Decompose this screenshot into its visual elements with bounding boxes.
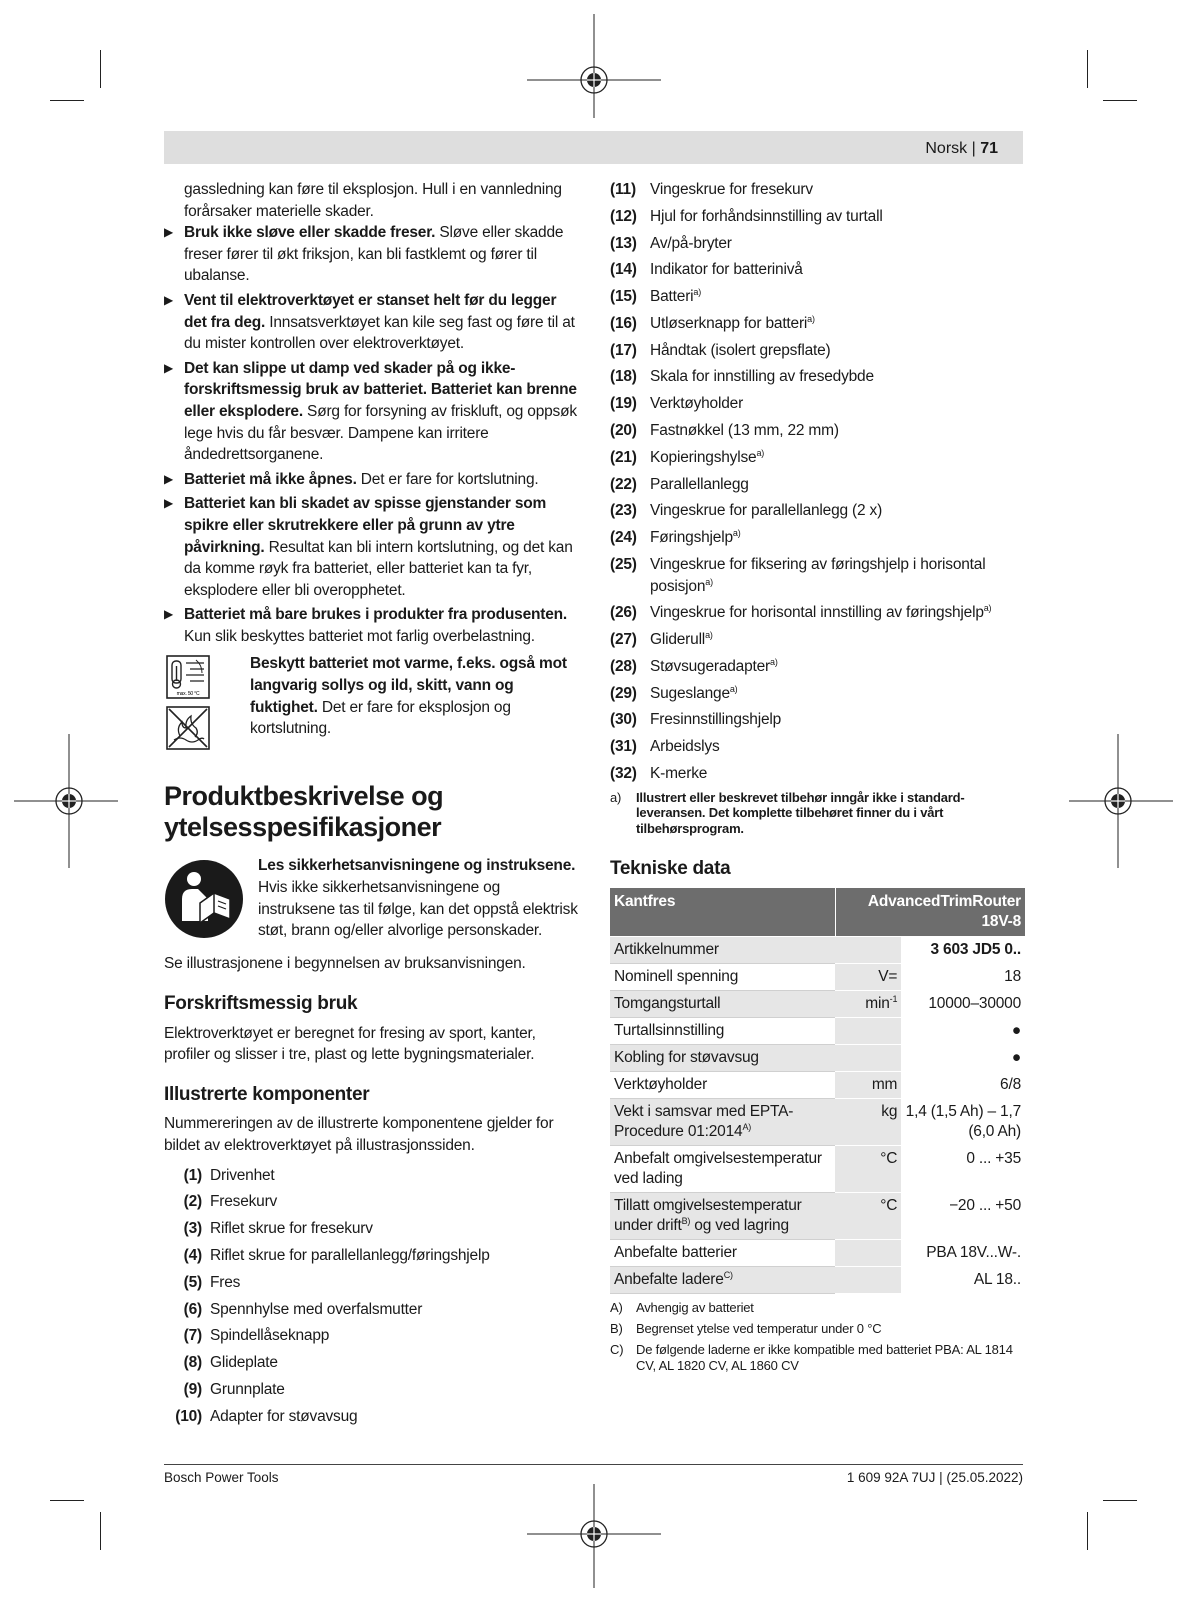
header-label: Norsk | 71: [925, 140, 998, 157]
component-item: [610, 393, 1025, 415]
component-list-left: [164, 1165, 579, 1428]
component-item: [610, 763, 1025, 785]
component-number: (17): [610, 341, 637, 359]
footnote-marker: a): [705, 576, 713, 587]
spec-value: AL 18..: [901, 1266, 1025, 1293]
bullet-text: Sløve eller skadde freser fører til økt friksjon, kan bli fastklemt og fører til ubalanse.: [184, 224, 564, 285]
component-number: (9): [183, 1380, 202, 1398]
component-label: Føringshjelp: [650, 529, 733, 547]
registration-mark-bottom: [527, 1484, 661, 1588]
safety-bullet: [164, 290, 579, 355]
crop-mark: [50, 1500, 84, 1501]
footnote-marker: a): [756, 447, 765, 458]
component-label: Utløserknapp for batteri: [650, 314, 808, 332]
spec-value: 6/8: [901, 1071, 1025, 1098]
component-label: Fresinnstillingshjelp: [650, 711, 782, 729]
component-label: Batteri: [650, 288, 694, 306]
table-note: [610, 1342, 1025, 1374]
spec-label-text: Vekt i samsvar med EPTA-Procedure 01:2014: [614, 1102, 794, 1140]
spec-value: 18: [901, 963, 1025, 990]
spec-label: [610, 1044, 835, 1071]
component-number: (11): [610, 181, 636, 198]
spec-label-text: Turtallsinnstilling: [614, 1021, 725, 1039]
note-key: A): [610, 1299, 623, 1315]
spec-value: 10000–30000: [901, 990, 1025, 1017]
crop-mark: [1087, 50, 1088, 88]
crop-mark: [1103, 1500, 1137, 1501]
bullet-triangle-icon: ▶: [164, 225, 174, 240]
component-list-right: [610, 179, 1025, 785]
component-label: Vingeskrue for fresekurv: [650, 181, 813, 198]
table-row: [610, 1098, 1025, 1145]
component-number: (5): [183, 1273, 202, 1291]
component-text: [650, 602, 991, 624]
component-item: [610, 709, 1025, 731]
left-column: [164, 179, 579, 1432]
component-item: [164, 1352, 579, 1374]
spec-label: [610, 1145, 835, 1192]
component-text: [650, 629, 713, 651]
spec-unit: [835, 1145, 901, 1192]
component-label: Arbeidslys: [650, 738, 720, 756]
spec-label-text: Anbefalt omgivelsestemperatur ved lading: [614, 1149, 822, 1187]
component-item: [164, 1325, 579, 1347]
component-label: Indikator for batterinivå: [650, 261, 803, 279]
spec-label: [610, 1071, 835, 1098]
component-number: (16): [610, 314, 637, 332]
component-item: [610, 629, 1025, 651]
read-manual-icon: [164, 859, 244, 939]
warning-bold: Beskytt batteriet mot varme, f.eks. også mot langvarig sollys og ild, skitt, vann og fuktighet.: [250, 655, 567, 716]
see-illustrations-text: Se illustrasjonene i begynnelsen av bruksanvisningen.: [164, 955, 526, 973]
component-label: Parallellanlegg: [650, 475, 749, 493]
footer-divider: [164, 1464, 1023, 1465]
bullet-triangle-icon: ▶: [164, 496, 174, 511]
component-number: (14): [610, 261, 637, 279]
spec-unit: [835, 1071, 901, 1098]
crop-mark: [100, 1512, 101, 1550]
safety-bullet: [164, 604, 579, 647]
component-label: Adapter for støvavsug: [210, 1407, 358, 1425]
component-text: [650, 340, 830, 362]
component-label: Glideplate: [210, 1354, 278, 1372]
component-item: [610, 233, 1025, 255]
component-item: [610, 500, 1025, 522]
crop-mark: [1087, 1512, 1088, 1550]
components-heading: Illustrerte komponenter: [164, 1083, 370, 1105]
component-number: (15): [610, 288, 637, 306]
battery-warning: [164, 653, 579, 751]
component-number: (22): [610, 475, 637, 493]
component-number: (2): [183, 1193, 202, 1211]
component-label: Hjul for forhåndsinnstilling av turtall: [650, 207, 883, 225]
spec-label-text: Nominell spenning: [614, 967, 739, 985]
spec-label-text: Tillatt omgivelsestemperatur under drift: [614, 1196, 802, 1234]
spec-unit: [835, 1017, 901, 1044]
component-number: (23): [610, 502, 637, 520]
component-item: [164, 1272, 579, 1294]
safety-bullet: [164, 358, 579, 466]
component-text: [650, 179, 813, 201]
component-label: Fresekurv: [210, 1193, 278, 1211]
component-label: Fres: [210, 1273, 241, 1291]
spec-unit: [835, 990, 901, 1017]
component-text: [650, 420, 839, 442]
component-number: (19): [610, 395, 637, 413]
spec-label-text: Artikkelnummer: [614, 940, 719, 958]
table-row: [610, 1192, 1025, 1239]
spec-value: 3 603 JD5 0..: [901, 936, 1025, 963]
bullet-bold: Batteriet må bare brukes i produkter fra produsenten.: [184, 606, 568, 624]
component-item: [610, 179, 1025, 201]
bullet-triangle-icon: ▶: [164, 360, 174, 375]
component-item: [610, 736, 1025, 758]
component-number: (1): [183, 1166, 202, 1184]
component-text: [650, 393, 743, 415]
component-number: (4): [183, 1246, 202, 1264]
table-notes: [610, 1300, 1025, 1374]
spec-unit: [835, 1239, 901, 1266]
component-text: [650, 500, 882, 522]
component-text: [650, 554, 1025, 597]
spec-unit: [835, 936, 901, 963]
safety-bullet: [164, 469, 579, 491]
header-language: Norsk: [925, 140, 968, 157]
safety-bullet-list: [164, 222, 579, 647]
bullet-bold: Vent til elektroverktøyet er stanset helt før du legger det fra deg.: [184, 291, 557, 331]
component-number: (32): [610, 765, 637, 782]
spec-value: ●: [901, 1017, 1025, 1044]
component-label: Verktøyholder: [650, 395, 744, 413]
component-number: (25): [610, 555, 637, 573]
component-item: [610, 340, 1025, 362]
component-text: [650, 286, 701, 308]
component-text: [650, 763, 707, 785]
component-item: [610, 447, 1025, 469]
component-label: Drivenhet: [210, 1166, 275, 1184]
bullet-triangle-icon: ▶: [164, 471, 174, 486]
footnote-marker: a): [705, 629, 713, 640]
unit-exponent: -1: [889, 993, 898, 1004]
component-number: (31): [610, 738, 637, 756]
component-label: Gliderull: [650, 631, 706, 649]
spec-unit-text: °C: [880, 1196, 898, 1214]
footnote-marker: a): [732, 528, 741, 538]
component-label: Håndtak (isolert grepsflate): [650, 341, 831, 359]
spec-unit-text: mm: [871, 1075, 898, 1093]
component-label: Fastnøkkel (13 mm, 22 mm): [650, 422, 839, 440]
footnote-marker: a): [770, 656, 778, 667]
spec-label-text: og ved lagring: [690, 1216, 789, 1234]
component-number: (24): [610, 529, 637, 547]
component-item: [610, 554, 1025, 597]
spec-unit: [835, 1098, 901, 1145]
spec-unit-text: min: [865, 994, 890, 1012]
component-label: Grunnplate: [210, 1380, 285, 1398]
component-text: [650, 709, 781, 731]
component-item: [610, 206, 1025, 228]
component-number: (26): [610, 604, 637, 622]
component-item: [164, 1191, 579, 1213]
component-text: [650, 683, 737, 705]
spec-value: 0 ... +35: [901, 1145, 1025, 1192]
table-row: [610, 1071, 1025, 1098]
component-number: (28): [610, 657, 637, 675]
safety-bullet: [164, 222, 579, 287]
component-item: [610, 683, 1025, 705]
bullet-triangle-icon: ▶: [164, 607, 174, 622]
component-item: [164, 1165, 579, 1187]
section-heading: Produktbeskrivelse og ytelsesspesifikasjoner: [164, 781, 444, 843]
component-number: (8): [183, 1354, 202, 1372]
intended-use-heading: Forskriftsmessig bruk: [164, 993, 358, 1015]
spec-label: [610, 1098, 835, 1145]
spec-label-text: Verktøyholder: [614, 1075, 708, 1093]
bullet-text: Det er fare for kortslutning.: [356, 470, 539, 488]
spec-label: [610, 963, 835, 990]
table-row: [610, 936, 1025, 963]
component-number: (21): [610, 448, 637, 466]
footnote-marker: a): [807, 313, 815, 324]
component-label: Skala for innstilling av fresedybde: [650, 368, 874, 386]
bullet-bold: Batteriet kan bli skadet av spisse gjenstander som spikre eller skrutrekkere eller på grunn av ytre påvirkning.: [184, 495, 547, 556]
table-head-model: AdvancedTrimRouter 18V-8: [835, 888, 1025, 937]
bullet-text: Resultat kan bli intern kortslutning, og det kan da komme røyk fra batteriet, eller batteriet kan ta fyr, eksplodere eller bli overopphetet.: [184, 538, 573, 599]
footnote-marker: A): [742, 1121, 752, 1132]
component-number: (30): [610, 711, 637, 729]
note-text: Begrenset ytelse ved temperatur under 0 °C: [636, 1320, 882, 1336]
page-header: [164, 131, 1023, 164]
note-key: B): [610, 1320, 623, 1336]
component-label: Riflet skrue for parallellanlegg/føringshjelp: [210, 1246, 490, 1264]
spec-label-text: Tomgangsturtall: [614, 994, 721, 1012]
component-item: [610, 527, 1025, 549]
spec-value: PBA 18V...W-.: [901, 1239, 1025, 1266]
component-item: [610, 474, 1025, 496]
reader-text: [258, 855, 579, 941]
bullet-triangle-icon: ▶: [164, 292, 174, 307]
spec-unit-text: kg: [881, 1102, 898, 1120]
component-number: (3): [183, 1220, 202, 1238]
spec-unit: [835, 1044, 901, 1071]
note-text: De følgende laderne er ikke kompatible med batteriet PBA: AL 1814 CV, AL 1820 CV, AL 1860 CV: [636, 1341, 1013, 1373]
table-row: [610, 1266, 1025, 1293]
footnote-marker: a): [693, 286, 702, 297]
component-text: [650, 474, 749, 496]
component-item: [164, 1406, 579, 1428]
component-item: [610, 420, 1025, 442]
reader-bold: Les sikkerhetsanvisningene og instruksene.: [258, 857, 576, 875]
component-label: K-merke: [650, 765, 708, 782]
bullet-bold: Batteriet må ikke åpnes.: [184, 470, 357, 488]
component-text: [650, 366, 874, 388]
component-item: [164, 1299, 579, 1321]
component-item: [164, 1245, 579, 1267]
component-item: [610, 602, 1025, 624]
component-number: (20): [610, 422, 637, 440]
page-number: 71: [980, 140, 998, 157]
spec-unit: [835, 1266, 901, 1293]
component-label: Vingeskrue for horisontal innstilling av føringshjelp: [650, 604, 984, 622]
read-instructions-notice: [164, 855, 579, 953]
spec-label: [610, 936, 835, 963]
reader-body: Hvis ikke sikkerhetsanvisningene og instruksene tas til følge, kan det oppstå elektrisk støt, brann og/eller alvorlige personskader.: [258, 879, 578, 940]
component-text: [650, 313, 815, 335]
footnote-key: a): [610, 789, 622, 805]
registration-mark-left: [14, 734, 118, 868]
bullet-text: Innsatsverktøyet kan kile seg fast og føre til at du mister kontrollen over elektroverktøyet.: [184, 313, 575, 353]
component-text: [650, 233, 732, 255]
spec-label-text: Anbefalte batterier: [614, 1243, 737, 1261]
spec-unit-text: V=: [878, 967, 898, 985]
spec-label-text: Kobling for støvavsug: [614, 1048, 759, 1066]
component-label: Spennhylse med overfalsmutter: [210, 1300, 423, 1318]
spec-label: [610, 1239, 835, 1266]
component-label: Kopieringshylse: [650, 448, 757, 466]
spec-value: ●: [901, 1044, 1025, 1071]
component-item: [610, 313, 1025, 335]
tech-data-heading: Tekniske data: [610, 858, 731, 880]
right-column: [610, 179, 1025, 1379]
spec-value: −20 ... +50: [901, 1192, 1025, 1239]
intro-paragraph: gassledning kan føre til eksplosjon. Hull i en vannledning forårsaker materielle skader.: [184, 181, 562, 220]
spec-value: 1,4 (1,5 Ah) – 1,7 (6,0 Ah): [901, 1098, 1025, 1145]
component-number: (7): [183, 1327, 202, 1345]
component-text: [650, 736, 720, 758]
component-item: [610, 286, 1025, 308]
component-text: [650, 259, 803, 281]
safety-bullet: [164, 493, 579, 601]
component-label: Støvsugeradapter: [650, 657, 771, 675]
component-item: [610, 366, 1025, 388]
max-temp-label: max. 50 °C: [176, 691, 200, 698]
component-item: [610, 259, 1025, 281]
table-row: [610, 1044, 1025, 1071]
footer-brand: Bosch Power Tools: [164, 1470, 279, 1485]
intended-use-text: Elektroverktøyet er beregnet for fresing av sport, kanter, profiler og slisser i tre, plast og lette bygningsmaterialer.: [164, 1024, 536, 1064]
crop-mark: [100, 50, 101, 88]
component-text: [650, 206, 883, 228]
component-number: (18): [610, 368, 637, 386]
tech-data-table: [610, 888, 1025, 1294]
warning-text: [250, 653, 579, 739]
component-number: (6): [183, 1300, 202, 1318]
spec-label: [610, 1017, 835, 1044]
registration-mark-right: [1069, 734, 1173, 868]
component-number: (27): [610, 631, 637, 649]
bullet-bold: Bruk ikke sløve eller skadde freser.: [184, 224, 436, 242]
component-number: (29): [610, 684, 637, 702]
crop-mark: [1103, 100, 1137, 101]
component-label: Vingeskrue for parallellanlegg (2 x): [650, 502, 883, 520]
spec-unit-text: °C: [880, 1149, 898, 1167]
table-head-product: Kantfres: [610, 888, 835, 937]
component-label: Spindellåseknapp: [210, 1327, 330, 1345]
spec-unit: [835, 963, 901, 990]
component-label: Vingeskrue for fiksering av føringshjelp i horisontal posisjon: [650, 555, 986, 595]
table-row: [610, 963, 1025, 990]
no-fire-water-icon: [166, 706, 210, 750]
heat-sun-icon: [166, 655, 210, 699]
components-intro: Nummereringen av de illustrerte komponentene gjelder for bildet av elektroverktøyet på illustrasjonssiden.: [164, 1115, 554, 1155]
footnote-text: Illustrert eller beskrevet tilbehør inngår ikke i standard-leveransen. Det komplette tilbehøret finner du i vårt tilbehørsprogram.: [636, 789, 965, 836]
table-row: [610, 1239, 1025, 1266]
component-label: Sugeslange: [650, 684, 730, 702]
component-number: (10): [175, 1407, 202, 1425]
component-label: Riflet skrue for fresekurv: [210, 1220, 373, 1238]
footer-doc-id: 1 609 92A 7UJ | (25.05.2022): [846, 1470, 1023, 1485]
bullet-text: Kun slik beskyttes batteriet mot farlig overbelastning.: [184, 627, 535, 645]
spec-unit: [835, 1192, 901, 1239]
component-text: [650, 527, 741, 549]
registration-mark-top: [527, 14, 661, 118]
component-number: (12): [610, 207, 637, 225]
bullet-text: Sørg for forsyning av friskluft, og oppsøk lege hvis du får besvær. Dampene kan irritere åndedrettsorganene.: [184, 402, 577, 464]
spec-label: [610, 990, 835, 1017]
table-row: [610, 990, 1025, 1017]
footnote-marker: a): [729, 683, 738, 694]
footnote-marker: a): [983, 603, 992, 614]
component-item: [164, 1218, 579, 1240]
footnote-marker: B): [681, 1215, 691, 1226]
table-row: [610, 1145, 1025, 1192]
table-note: [610, 1321, 1025, 1337]
spec-label: [610, 1192, 835, 1239]
table-header-row: [610, 888, 1025, 937]
note-text: Avhengig av batteriet: [636, 1299, 754, 1315]
spec-label-text: Anbefalte ladere: [614, 1270, 724, 1288]
spec-label: [610, 1266, 835, 1293]
component-item: [164, 1379, 579, 1401]
footnote-marker: C): [723, 1269, 733, 1280]
accessory-footnote: [610, 790, 1025, 837]
crop-mark: [50, 100, 84, 101]
component-label: Av/på-bryter: [650, 234, 732, 252]
component-text: [650, 447, 764, 469]
table-row: [610, 1017, 1025, 1044]
bullet-bold: Det kan slippe ut damp ved skader på og ikke-forskriftsmessig bruk av batteriet. Batteriet kan brenne eller eksplodere.: [184, 359, 577, 420]
table-note: [610, 1300, 1025, 1316]
warning-body: Det er fare for eksplosjon og kortslutning.: [250, 698, 511, 738]
component-number: (13): [610, 234, 637, 252]
warning-icons: [166, 655, 210, 756]
component-text: [650, 656, 778, 678]
note-key: C): [610, 1341, 624, 1357]
component-item: [610, 656, 1025, 678]
